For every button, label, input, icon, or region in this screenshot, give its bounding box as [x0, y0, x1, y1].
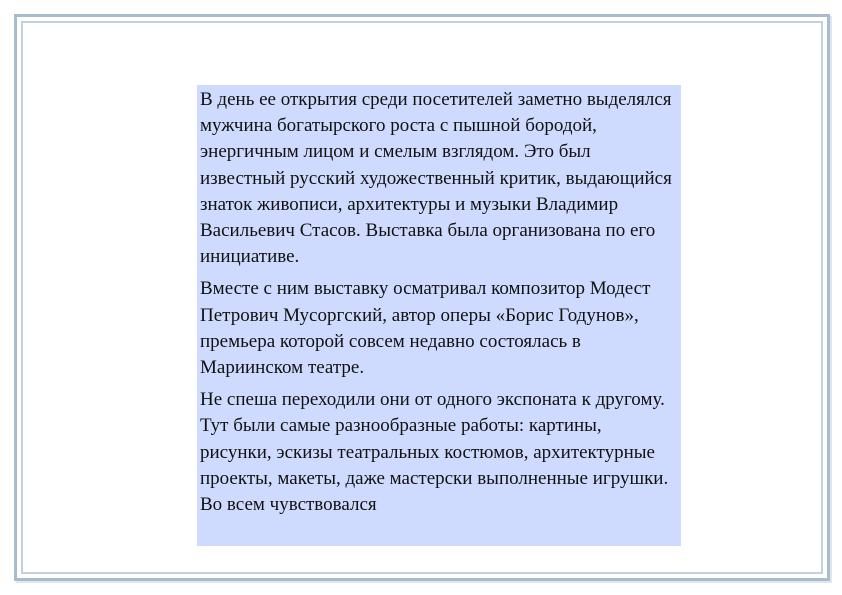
- paragraph-3: Не спеша переходили они от одного экспоната к другому. Тут были самые разнообразные работы: картины, рисунки, эскизы театральных костюмов, архитектурные проекты, макеты, даже мастерски выполненные игрушки. Во всем чувствовался: [200, 389, 669, 516]
- paragraph-1: В день ее открытия среди посетителей заметно выделялся мужчина богатырского роста с пышной бородой, энергичным лицом и смелым взглядом. Это был известный русский художественный критик, выдающийся знаток живописи, архитектуры и музыки Владимир Васильевич Стасов. Выставка была организована по его инициативе.: [200, 89, 672, 268]
- paragraph-2: Вместе с ним выставку осматривал композитор Модест Петрович Мусоргский, автор оперы «Борис Годунов», премьера которой совсем недавно состоялась в Мариинском театре.: [200, 278, 651, 379]
- text-block: [197, 85, 681, 546]
